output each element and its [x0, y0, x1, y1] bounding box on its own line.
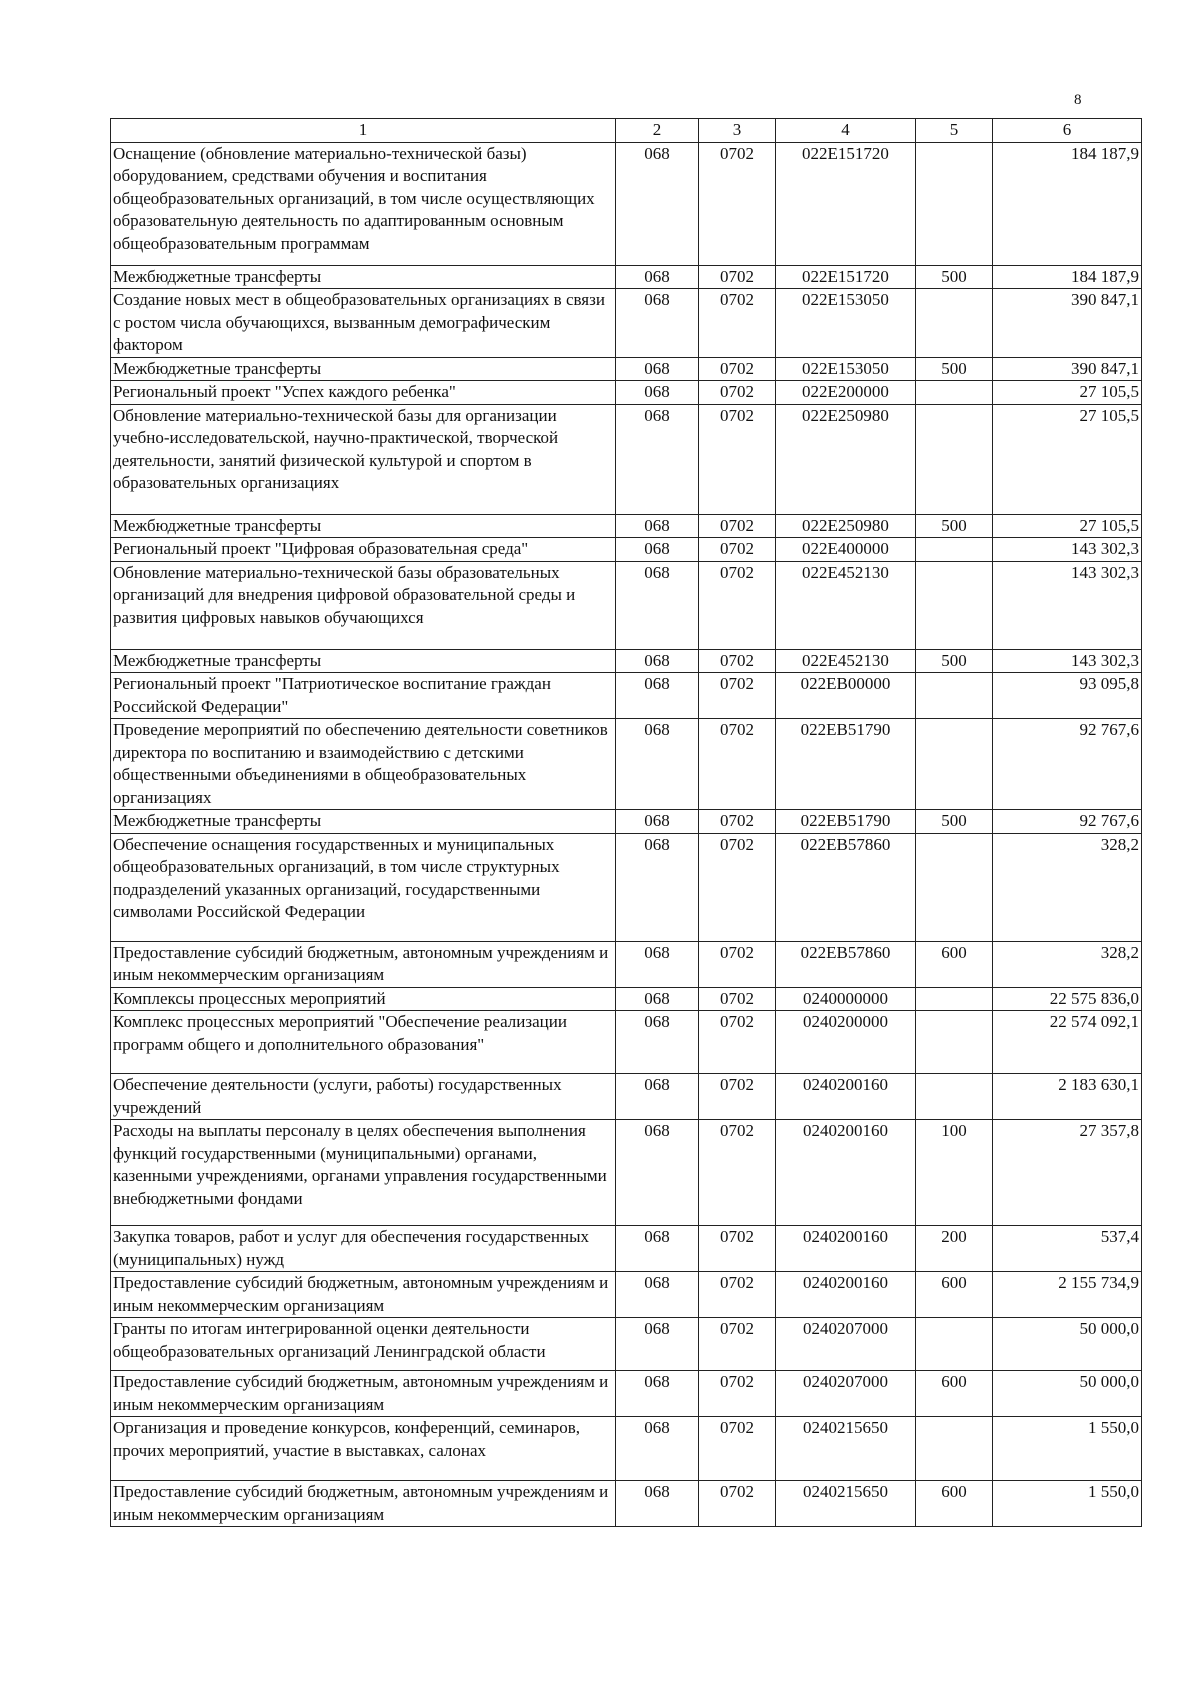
row-amount: 143 302,3	[993, 649, 1142, 673]
row-target-article: 022ЕВ57860	[776, 941, 916, 987]
row-expense-type	[916, 987, 993, 1011]
row-name: Межбюджетные трансферты	[111, 265, 616, 289]
row-expense-type	[916, 404, 993, 514]
row-amount: 27 105,5	[993, 381, 1142, 405]
row-amount: 1 550,0	[993, 1417, 1142, 1481]
table-row	[111, 1481, 1142, 1527]
row-expense-type: 500	[916, 649, 993, 673]
row-expense-type: 500	[916, 265, 993, 289]
row-section-code: 0702	[699, 1481, 776, 1527]
row-target-article: 022Е200000	[776, 381, 916, 405]
row-name: Региональный проект "Цифровая образовательная среда"	[111, 538, 616, 562]
row-target-article: 022ЕВ51790	[776, 810, 916, 834]
table-row	[111, 514, 1142, 538]
row-amount: 22 575 836,0	[993, 987, 1142, 1011]
row-grbs-code: 068	[616, 833, 699, 941]
row-grbs-code: 068	[616, 1417, 699, 1481]
row-name: Межбюджетные трансферты	[111, 514, 616, 538]
row-grbs-code: 068	[616, 357, 699, 381]
row-amount: 27 357,8	[993, 1120, 1142, 1226]
row-amount: 2 155 734,9	[993, 1272, 1142, 1318]
table-row	[111, 941, 1142, 987]
row-grbs-code: 068	[616, 1272, 699, 1318]
row-target-article: 022Е250980	[776, 404, 916, 514]
row-target-article: 0240200160	[776, 1120, 916, 1226]
row-target-article: 0240000000	[776, 987, 916, 1011]
row-grbs-code: 068	[616, 1371, 699, 1417]
row-amount: 328,2	[993, 833, 1142, 941]
row-section-code: 0702	[699, 810, 776, 834]
row-name: Обновление материально-технической базы образовательных организаций для внедрения цифровой образовательной среды и развития цифровых навыков обучающихся	[111, 561, 616, 649]
row-section-code: 0702	[699, 381, 776, 405]
column-header: 4	[776, 119, 916, 143]
row-section-code: 0702	[699, 1226, 776, 1272]
row-expense-type	[916, 673, 993, 719]
table-row	[111, 538, 1142, 562]
row-section-code: 0702	[699, 265, 776, 289]
row-grbs-code: 068	[616, 810, 699, 834]
row-expense-type: 500	[916, 514, 993, 538]
table-row	[111, 381, 1142, 405]
row-name: Обеспечение деятельности (услуги, работы) государственных учреждений	[111, 1074, 616, 1120]
row-target-article: 022ЕВ00000	[776, 673, 916, 719]
table-row	[111, 1272, 1142, 1318]
row-amount: 22 574 092,1	[993, 1011, 1142, 1074]
row-amount: 390 847,1	[993, 289, 1142, 358]
row-target-article: 0240200000	[776, 1011, 916, 1074]
row-grbs-code: 068	[616, 941, 699, 987]
row-expense-type	[916, 289, 993, 358]
table-row	[111, 1226, 1142, 1272]
row-section-code: 0702	[699, 673, 776, 719]
row-expense-type: 500	[916, 810, 993, 834]
row-target-article: 022ЕВ51790	[776, 719, 916, 810]
column-header: 5	[916, 119, 993, 143]
row-amount: 92 767,6	[993, 719, 1142, 810]
row-name: Создание новых мест в общеобразовательных организациях в связи с ростом числа обучающихся, вызванным демографическим фактором	[111, 289, 616, 358]
row-grbs-code: 068	[616, 1120, 699, 1226]
row-name: Межбюджетные трансферты	[111, 357, 616, 381]
table-row	[111, 289, 1142, 358]
row-amount: 2 183 630,1	[993, 1074, 1142, 1120]
row-section-code: 0702	[699, 289, 776, 358]
table-row	[111, 649, 1142, 673]
table-row	[111, 142, 1142, 265]
row-section-code: 0702	[699, 1272, 776, 1318]
row-target-article: 022Е151720	[776, 265, 916, 289]
row-grbs-code: 068	[616, 561, 699, 649]
row-target-article: 022Е400000	[776, 538, 916, 562]
row-name: Закупка товаров, работ и услуг для обеспечения государственных (муниципальных) нужд	[111, 1226, 616, 1272]
row-grbs-code: 068	[616, 719, 699, 810]
row-section-code: 0702	[699, 1371, 776, 1417]
table-row	[111, 810, 1142, 834]
row-grbs-code: 068	[616, 289, 699, 358]
budget-table	[110, 118, 1142, 1527]
row-expense-type: 600	[916, 1481, 993, 1527]
row-amount: 92 767,6	[993, 810, 1142, 834]
row-grbs-code: 068	[616, 1481, 699, 1527]
row-target-article: 022Е452130	[776, 649, 916, 673]
row-name: Региональный проект "Успех каждого ребенка"	[111, 381, 616, 405]
column-header: 1	[111, 119, 616, 143]
row-expense-type: 200	[916, 1226, 993, 1272]
row-section-code: 0702	[699, 719, 776, 810]
row-expense-type	[916, 1417, 993, 1481]
table-row	[111, 833, 1142, 941]
row-amount: 27 105,5	[993, 404, 1142, 514]
row-section-code: 0702	[699, 1417, 776, 1481]
row-amount: 50 000,0	[993, 1371, 1142, 1417]
row-grbs-code: 068	[616, 265, 699, 289]
row-expense-type: 600	[916, 941, 993, 987]
row-amount: 27 105,5	[993, 514, 1142, 538]
table-row	[111, 987, 1142, 1011]
row-name: Комплексы процессных мероприятий	[111, 987, 616, 1011]
row-target-article: 022Е250980	[776, 514, 916, 538]
row-grbs-code: 068	[616, 1074, 699, 1120]
row-amount: 390 847,1	[993, 357, 1142, 381]
row-amount: 184 187,9	[993, 265, 1142, 289]
table-row	[111, 1011, 1142, 1074]
row-expense-type	[916, 561, 993, 649]
row-amount: 93 095,8	[993, 673, 1142, 719]
row-target-article: 0240200160	[776, 1226, 916, 1272]
row-expense-type	[916, 1011, 993, 1074]
row-expense-type	[916, 1318, 993, 1371]
row-name: Региональный проект "Патриотическое воспитание граждан Российской Федерации"	[111, 673, 616, 719]
row-name: Организация и проведение конкурсов, конференций, семинаров, прочих мероприятий, участие в выставках, салонах	[111, 1417, 616, 1481]
row-section-code: 0702	[699, 987, 776, 1011]
row-section-code: 0702	[699, 142, 776, 265]
row-name: Предоставление субсидий бюджетным, автономным учреждениям и иным некоммерческим организациям	[111, 1371, 616, 1417]
row-expense-type: 600	[916, 1371, 993, 1417]
row-grbs-code: 068	[616, 381, 699, 405]
row-target-article: 0240200160	[776, 1272, 916, 1318]
row-target-article: 022Е151720	[776, 142, 916, 265]
row-expense-type	[916, 381, 993, 405]
row-name: Предоставление субсидий бюджетным, автономным учреждениям и иным некоммерческим организациям	[111, 941, 616, 987]
row-section-code: 0702	[699, 357, 776, 381]
row-section-code: 0702	[699, 941, 776, 987]
row-amount: 50 000,0	[993, 1318, 1142, 1371]
row-grbs-code: 068	[616, 142, 699, 265]
column-header: 6	[993, 119, 1142, 143]
row-expense-type	[916, 719, 993, 810]
row-section-code: 0702	[699, 1120, 776, 1226]
table-row	[111, 1417, 1142, 1481]
row-amount: 328,2	[993, 941, 1142, 987]
row-name: Предоставление субсидий бюджетным, автономным учреждениям и иным некоммерческим организациям	[111, 1481, 616, 1527]
table-row	[111, 357, 1142, 381]
row-name: Оснащение (обновление материально-технической базы) оборудованием, средствами обучения и воспитания общеобразовательных организаций, в том числе осуществляющих образовательную деятельность по адаптированным основным общеобразовательным программам	[111, 142, 616, 265]
row-amount: 143 302,3	[993, 538, 1142, 562]
column-header: 3	[699, 119, 776, 143]
row-target-article: 0240200160	[776, 1074, 916, 1120]
row-expense-type: 500	[916, 357, 993, 381]
row-grbs-code: 068	[616, 1318, 699, 1371]
row-target-article: 0240215650	[776, 1417, 916, 1481]
row-amount: 143 302,3	[993, 561, 1142, 649]
table-row	[111, 1074, 1142, 1120]
row-expense-type	[916, 833, 993, 941]
row-name: Проведение мероприятий по обеспечению деятельности советников директора по воспитанию и взаимодействию с детскими общественными объединениями в общеобразовательных организациях	[111, 719, 616, 810]
row-target-article: 022ЕВ57860	[776, 833, 916, 941]
row-name: Гранты по итогам интегрированной оценки деятельности общеобразовательных организаций Ленинградской области	[111, 1318, 616, 1371]
row-grbs-code: 068	[616, 404, 699, 514]
row-section-code: 0702	[699, 404, 776, 514]
row-section-code: 0702	[699, 649, 776, 673]
table-row	[111, 719, 1142, 810]
table-row	[111, 1371, 1142, 1417]
row-grbs-code: 068	[616, 987, 699, 1011]
page-number: 8	[1074, 92, 1082, 108]
row-grbs-code: 068	[616, 538, 699, 562]
row-name: Комплекс процессных мероприятий "Обеспечение реализации программ общего и дополнительного образования"	[111, 1011, 616, 1074]
row-section-code: 0702	[699, 538, 776, 562]
row-name: Обновление материально-технической базы для организации учебно-исследовательской, научно-практической, творческой деятельности, занятий физической культурой и спортом в образовательных организациях	[111, 404, 616, 514]
row-target-article: 022Е452130	[776, 561, 916, 649]
table-row	[111, 265, 1142, 289]
row-section-code: 0702	[699, 561, 776, 649]
row-target-article: 022Е153050	[776, 289, 916, 358]
row-grbs-code: 068	[616, 673, 699, 719]
row-name: Расходы на выплаты персоналу в целях обеспечения выполнения функций государственными (муниципальными) органами, казенными учреждениями, органами управления государственными внебюджетными фондами	[111, 1120, 616, 1226]
row-section-code: 0702	[699, 833, 776, 941]
row-grbs-code: 068	[616, 514, 699, 538]
row-name: Межбюджетные трансферты	[111, 810, 616, 834]
row-expense-type	[916, 1074, 993, 1120]
row-name: Предоставление субсидий бюджетным, автономным учреждениям и иным некоммерческим организациям	[111, 1272, 616, 1318]
row-section-code: 0702	[699, 1011, 776, 1074]
table-row	[111, 404, 1142, 514]
row-target-article: 0240207000	[776, 1318, 916, 1371]
table-row	[111, 1318, 1142, 1371]
row-target-article: 0240215650	[776, 1481, 916, 1527]
column-header: 2	[616, 119, 699, 143]
row-grbs-code: 068	[616, 649, 699, 673]
row-amount: 537,4	[993, 1226, 1142, 1272]
row-name: Межбюджетные трансферты	[111, 649, 616, 673]
row-amount: 184 187,9	[993, 142, 1142, 265]
row-target-article: 022Е153050	[776, 357, 916, 381]
header-row	[111, 119, 1142, 143]
row-grbs-code: 068	[616, 1011, 699, 1074]
row-target-article: 0240207000	[776, 1371, 916, 1417]
row-amount: 1 550,0	[993, 1481, 1142, 1527]
row-expense-type	[916, 142, 993, 265]
row-section-code: 0702	[699, 1318, 776, 1371]
row-expense-type	[916, 538, 993, 562]
row-section-code: 0702	[699, 514, 776, 538]
table-row	[111, 561, 1142, 649]
row-expense-type: 600	[916, 1272, 993, 1318]
table-row	[111, 673, 1142, 719]
row-section-code: 0702	[699, 1074, 776, 1120]
row-grbs-code: 068	[616, 1226, 699, 1272]
table-row	[111, 1120, 1142, 1226]
row-expense-type: 100	[916, 1120, 993, 1226]
row-name: Обеспечение оснащения государственных и муниципальных общеобразовательных организаций, в том числе структурных подразделений указанных организаций, государственными символами Российской Федерации	[111, 833, 616, 941]
